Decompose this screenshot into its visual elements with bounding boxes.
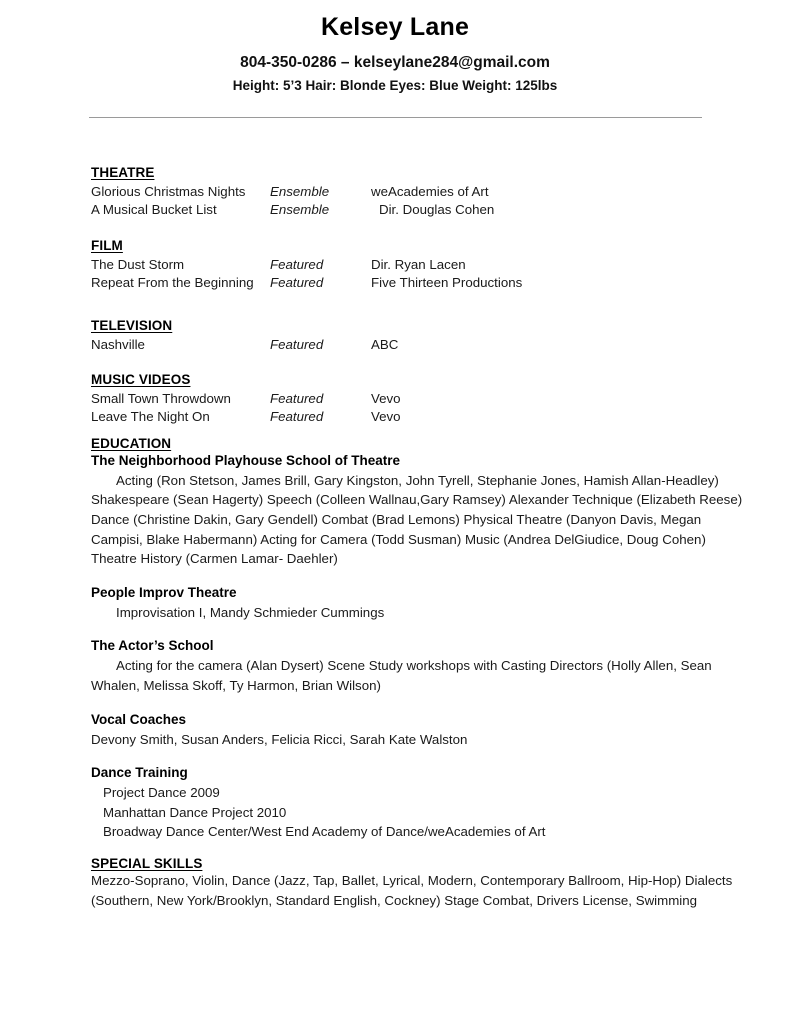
education-detail: Devony Smith, Susan Anders, Felicia Ricci, Sarah Kate Walston — [91, 731, 468, 747]
table-row — [91, 256, 744, 274]
education-school-name: Dance Training — [91, 765, 188, 781]
section-heading-television: TELEVISION — [91, 317, 173, 333]
credit-house: Dir. Ryan Lacen — [371, 256, 466, 272]
education-block-the-actors-school — [91, 636, 744, 695]
credit-house: weAcademies of Art — [371, 183, 489, 199]
education-detail: Improvisation I, Mandy Schmieder Cummings — [116, 604, 385, 620]
credit-role: Ensemble — [270, 183, 330, 199]
education-block-vocal-coaches — [91, 710, 744, 750]
section-heading-film: FILM — [91, 237, 123, 253]
credit-title: Small Town Throwdown — [91, 390, 231, 406]
page-title: Kelsey Lane — [320, 13, 470, 41]
section-heading-special-skills: SPECIAL SKILLS — [91, 855, 203, 871]
education-school-name: The Actor’s School — [91, 638, 214, 654]
table-row — [91, 390, 744, 408]
credit-title: Leave The Night On — [91, 409, 210, 425]
credit-role: Featured — [270, 390, 324, 406]
education-detail: Acting (Ron Stetson, James Brill, Gary Kingston, John Tyrell, Stephanie Jones, Hamish Allan-Headley) Shakespeare (Sean Hagerty) Speech (Colleen Wallnau,Gary Ramsey) Alexander Technique (Elizabeth Reese) Dance (Christine Dakin, Gary Gendell) Combat (Brad Lemons) Physical Theatre (Danyon Davis, Megan Campisi, Blake Habermann) Acting for Camera (Todd Susman) Music (Andrea DelGiudice, Doug Cohen) Theatre History (Carmen Lamar- Daehler) — [91, 472, 743, 567]
section-theatre — [91, 165, 744, 220]
education-block-neighborhood-playhouse — [91, 451, 744, 569]
section-television — [91, 318, 744, 354]
education-school-name: The Neighborhood Playhouse School of Theatre — [91, 452, 401, 468]
education-detail: Acting for the camera (Alan Dysert) Scene Study workshops with Casting Directors (Holly Allen, Sean Whalen, Melissa Skoff, Ty Harmon, Brian Wilson) — [91, 658, 712, 693]
section-heading-music-videos: MUSIC VIDEOS — [91, 371, 191, 387]
table-row — [91, 201, 744, 219]
credits-list-television — [91, 336, 744, 354]
list-item: Manhattan Dance Project 2010 — [103, 804, 287, 820]
section-film — [91, 238, 744, 293]
credit-title: A Musical Bucket List — [91, 202, 217, 218]
education-school-name: People Improv Theatre — [91, 584, 237, 600]
section-special-skills — [91, 856, 744, 910]
credit-role: Featured — [270, 336, 324, 352]
credits-list-film — [91, 256, 744, 293]
table-row — [91, 274, 744, 292]
table-row — [91, 336, 744, 354]
special-skills-detail: Mezzo-Soprano, Violin, Dance (Jazz, Tap, Ballet, Lyrical, Modern, Contemporary Ballroom, Hip-Hop) Dialects (Southern, New York/Brooklyn, Standard English, Cockney) Stage Combat, Drivers License, Swimming — [91, 872, 733, 908]
credit-house: Five Thirteen Productions — [371, 275, 523, 291]
physical-stats-line: Height: 5’3 Hair: Blonde Eyes: Blue Weight: 125lbs — [232, 78, 558, 94]
section-heading-education: EDUCATION — [91, 435, 172, 451]
credit-house: Vevo — [371, 409, 401, 425]
contact-line: 804-350-0286 – kelseylane284@gmail.com — [240, 54, 550, 72]
table-row — [91, 408, 744, 426]
list-item: Broadway Dance Center/West End Academy of Dance/weAcademies of Art — [103, 824, 546, 840]
resume-header — [0, 0, 790, 118]
section-music-videos — [91, 372, 744, 427]
education-block-people-improv-theatre — [91, 583, 744, 623]
credit-role: Ensemble — [270, 202, 330, 218]
section-education — [91, 436, 744, 842]
credit-role: Featured — [270, 256, 324, 272]
credit-role: Featured — [270, 409, 324, 425]
credit-house: Dir. Douglas Cohen — [379, 202, 495, 218]
credit-title: Glorious Christmas Nights — [91, 183, 246, 199]
credit-title: Repeat From the Beginning — [91, 275, 254, 291]
list-item: Project Dance 2009 — [103, 785, 220, 801]
credit-title: Nashville — [91, 336, 145, 352]
education-block-dance-training — [91, 763, 744, 842]
resume-body — [0, 118, 790, 910]
credit-role: Featured — [270, 275, 324, 291]
section-heading-theatre: THEATRE — [91, 164, 155, 180]
credits-list-theatre — [91, 183, 744, 220]
education-school-name: Vocal Coaches — [91, 711, 187, 727]
credits-list-music-videos — [91, 390, 744, 427]
credit-house: Vevo — [371, 390, 401, 406]
credit-title: The Dust Storm — [91, 256, 185, 272]
credit-house: ABC — [371, 336, 399, 352]
table-row — [91, 183, 744, 201]
